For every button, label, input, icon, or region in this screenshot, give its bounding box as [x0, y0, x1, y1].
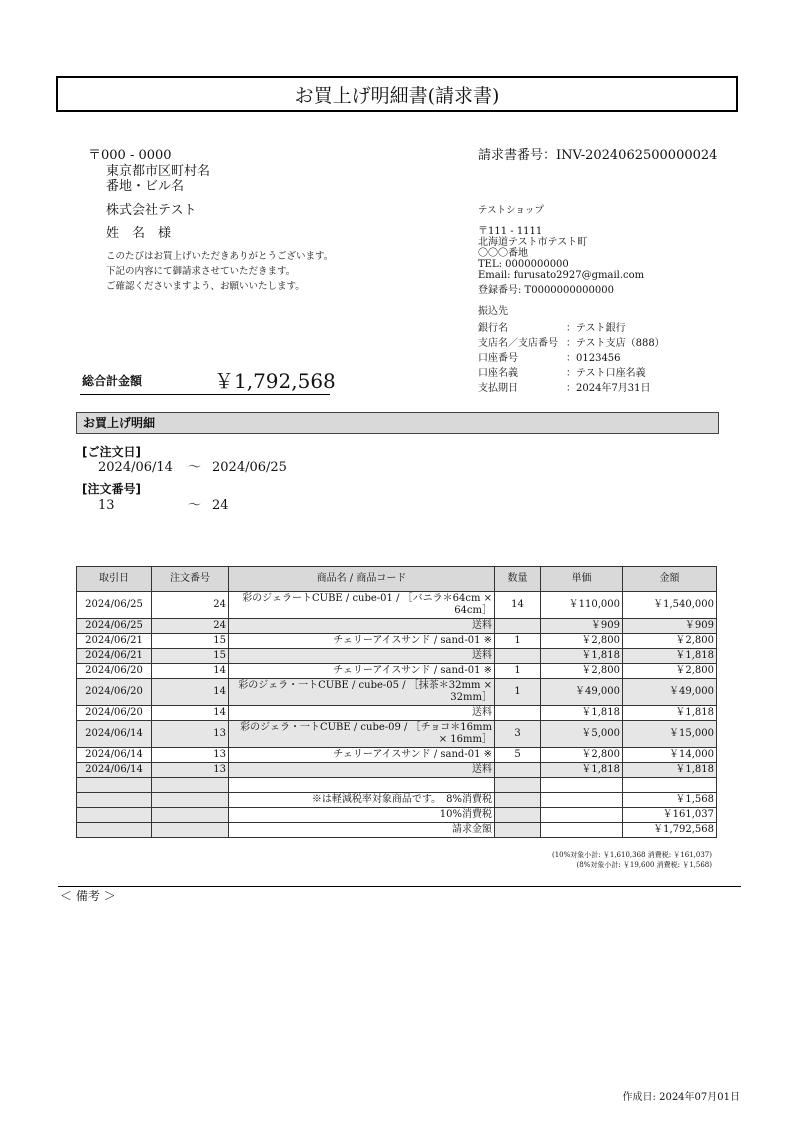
bank-row [478, 336, 718, 351]
table-row [77, 649, 717, 664]
cell-order-no: 13 [152, 721, 229, 748]
greeting-line-2: 下記の内容にて御請求させていただきます。 [106, 266, 296, 277]
issuer-address-2: 〇〇〇番地 [478, 248, 528, 259]
bank-row [478, 381, 718, 396]
cell-price: ￥1,818 [541, 706, 623, 721]
table-row [77, 706, 717, 721]
bank-key: 口座名義 [478, 368, 518, 379]
cell-item: チェリーアイスサンド / sand-01 ※ [229, 748, 495, 763]
cell-amount: ￥1,540,000 [623, 592, 717, 619]
issuer-shop: テストショップ [478, 205, 544, 216]
cell-price: ￥110,000 [541, 592, 623, 619]
table-row [77, 592, 717, 619]
cell-date: 2024/06/14 [77, 763, 152, 778]
remarks-label: ＜ 備考 ＞ [60, 889, 116, 903]
bank-key: 支払期日 [478, 383, 518, 394]
cell-qty: 1 [495, 664, 541, 679]
cell-amount: ￥49,000 [623, 679, 717, 706]
cell-date: 2024/06/25 [77, 592, 152, 619]
total-label: 総合計金額 [82, 374, 143, 388]
cell-amount: ￥1,818 [623, 763, 717, 778]
cell-amount: ￥14,000 [623, 748, 717, 763]
cell-price: ￥2,800 [541, 748, 623, 763]
cell-price: ￥49,000 [541, 679, 623, 706]
header-amount: 金額 [623, 567, 717, 592]
order-date-sep: ～ [188, 460, 202, 475]
summary-amount: ￥1,568 [623, 793, 717, 808]
remarks-divider [58, 886, 741, 887]
cell-item: チェリーアイスサンド / sand-01 ※ [229, 634, 495, 649]
summary-empty [152, 823, 229, 838]
bank-value: ：テスト銀行 [566, 323, 626, 334]
summary-row [77, 808, 717, 823]
header-date: 取引日 [77, 567, 152, 592]
summary-empty [77, 778, 152, 793]
cell-order-no: 24 [152, 619, 229, 634]
order-no-to: 24 [212, 498, 229, 513]
order-date-from: 2024/06/14 [98, 460, 173, 475]
cell-qty [495, 763, 541, 778]
issuer-address: 北海道テスト市テスト町 [478, 237, 588, 248]
cell-qty: 1 [495, 634, 541, 649]
table-row [77, 664, 717, 679]
table-row [77, 619, 717, 634]
recipient-address-2: 番地・ビル名 [106, 179, 185, 194]
cell-date: 2024/06/20 [77, 679, 152, 706]
cell-item: 送料 [229, 706, 495, 721]
table-row [77, 634, 717, 649]
summary-empty [77, 808, 152, 823]
invoice-number: 請求書番号：INV-2024062500000024 [478, 148, 718, 163]
order-no-from: 13 [98, 498, 115, 513]
cell-order-no: 14 [152, 706, 229, 721]
bank-value: ：0123456 [566, 353, 621, 364]
cell-price: ￥2,800 [541, 664, 623, 679]
summary-amount: ￥1,792,568 [623, 823, 717, 838]
cell-order-no: 14 [152, 679, 229, 706]
cell-order-no: 13 [152, 763, 229, 778]
cell-amount: ￥2,800 [623, 664, 717, 679]
tax-note-8: (8%対象小計: ￥19,600 消費税: ￥1,568) [576, 861, 712, 869]
summary-label: 請求金額 [229, 823, 495, 838]
summary-label: ※は軽減税率対象商品です。 8%消費税 [229, 793, 495, 808]
summary-amount: ￥161,037 [623, 808, 717, 823]
cell-amount: ￥2,800 [623, 634, 717, 649]
bank-row [478, 366, 718, 381]
table-row [77, 721, 717, 748]
bank-heading: 振込先 [478, 306, 508, 317]
cell-date: 2024/06/14 [77, 721, 152, 748]
cell-amount: ￥1,818 [623, 706, 717, 721]
items-table [76, 566, 717, 838]
cell-order-no: 15 [152, 649, 229, 664]
cell-order-no: 14 [152, 664, 229, 679]
summary-empty [541, 793, 623, 808]
summary-row [77, 793, 717, 808]
cell-price: ￥2,800 [541, 634, 623, 649]
summary-label [229, 778, 495, 793]
header-item: 商品名 / 商品コード [229, 567, 495, 592]
summary-row [77, 778, 717, 793]
created-date: 作成日: 2024年07月01日 [622, 1092, 740, 1103]
order-date-to: 2024/06/25 [212, 460, 287, 475]
cell-qty: 14 [495, 592, 541, 619]
document-title: お買上げ明細書(請求書) [56, 76, 738, 112]
issuer-tel: TEL: 0000000000 [478, 259, 569, 270]
cell-date: 2024/06/20 [77, 706, 152, 721]
bank-value: ：テスト口座名義 [566, 368, 646, 379]
issuer-postal: 〒111 - 1111 [478, 226, 543, 237]
header-price: 単価 [541, 567, 623, 592]
cell-order-no: 24 [152, 592, 229, 619]
cell-item: 彩のジェラ・一トCUBE / cube-05 / ［抹茶＊32mm × 32mm］ [229, 679, 495, 706]
summary-empty [77, 823, 152, 838]
cell-date: 2024/06/14 [77, 748, 152, 763]
total-amount: ￥1,792,568 [214, 369, 336, 393]
cell-qty [495, 706, 541, 721]
bank-row [478, 321, 718, 336]
total-block [80, 364, 336, 395]
bank-key: 口座番号 [478, 353, 518, 364]
recipient-name: 姓 名 様 [106, 226, 172, 241]
cell-price: ￥1,818 [541, 649, 623, 664]
bank-key: 支店名／支店番号 [478, 338, 558, 349]
summary-empty [541, 808, 623, 823]
cell-qty [495, 649, 541, 664]
greeting-line-3: ご確認くださいますよう、お願いいたします。 [106, 281, 305, 292]
cell-item: 送料 [229, 763, 495, 778]
greeting-line-1: このたびはお買上げいただきありがとうございます。 [106, 251, 334, 262]
cell-order-no: 15 [152, 634, 229, 649]
cell-price: ￥909 [541, 619, 623, 634]
header-order-no: 注文番号 [152, 567, 229, 592]
bank-row [478, 351, 718, 366]
summary-label: 10%消費税 [229, 808, 495, 823]
cell-item: 彩のジェラ・一トCUBE / cube-09 / ［チョコ＊16mm × 16mm］ [229, 721, 495, 748]
cell-item: 送料 [229, 649, 495, 664]
cell-item: 彩のジェラートCUBE / cube-01 / ［バニラ＊64cm × 64cm］ [229, 592, 495, 619]
summary-row [77, 823, 717, 838]
cell-qty: 5 [495, 748, 541, 763]
summary-empty [77, 793, 152, 808]
cell-amount: ￥909 [623, 619, 717, 634]
cell-qty: 1 [495, 679, 541, 706]
table-row [77, 679, 717, 706]
table-header-row [77, 567, 717, 592]
header-qty: 数量 [495, 567, 541, 592]
cell-item: チェリーアイスサンド / sand-01 ※ [229, 664, 495, 679]
recipient-postal: 〒000 - 0000 [88, 148, 172, 163]
summary-empty [495, 808, 541, 823]
recipient-address-1: 東京都市区町村名 [106, 164, 211, 179]
summary-empty [152, 793, 229, 808]
cell-date: 2024/06/20 [77, 664, 152, 679]
bank-info [478, 321, 718, 396]
cell-date: 2024/06/21 [77, 634, 152, 649]
summary-empty [152, 778, 229, 793]
recipient-company: 株式会社テスト [106, 203, 197, 218]
issuer-email: Email: furusato2927@gmail.com [478, 270, 645, 281]
cell-price: ￥5,000 [541, 721, 623, 748]
cell-price: ￥1,818 [541, 763, 623, 778]
cell-qty: 3 [495, 721, 541, 748]
details-section-header: お買上げ明細 [76, 412, 719, 434]
issuer-registration: 登録番号: T0000000000000 [478, 285, 614, 296]
table-row [77, 748, 717, 763]
order-no-sep: ～ [188, 498, 202, 513]
summary-empty [495, 778, 541, 793]
cell-amount: ￥1,818 [623, 649, 717, 664]
summary-empty [541, 823, 623, 838]
summary-empty [152, 808, 229, 823]
bank-key: 銀行名 [478, 323, 508, 334]
tax-note-10: (10%対象小計: ￥1,610,368 消費税: ￥161,037) [552, 851, 712, 859]
summary-empty [495, 823, 541, 838]
bank-value: ：2024年7月31日 [566, 383, 651, 394]
table-row [77, 763, 717, 778]
order-no-label: [注文番号] [82, 482, 141, 496]
bank-value: ：テスト支店（888） [566, 338, 665, 349]
summary-empty [495, 793, 541, 808]
order-date-label: [ご注文日] [82, 445, 141, 459]
cell-item: 送料 [229, 619, 495, 634]
cell-date: 2024/06/25 [77, 619, 152, 634]
cell-order-no: 13 [152, 748, 229, 763]
cell-qty [495, 619, 541, 634]
cell-date: 2024/06/21 [77, 649, 152, 664]
summary-empty [541, 778, 623, 793]
cell-amount: ￥15,000 [623, 721, 717, 748]
summary-amount [623, 778, 717, 793]
